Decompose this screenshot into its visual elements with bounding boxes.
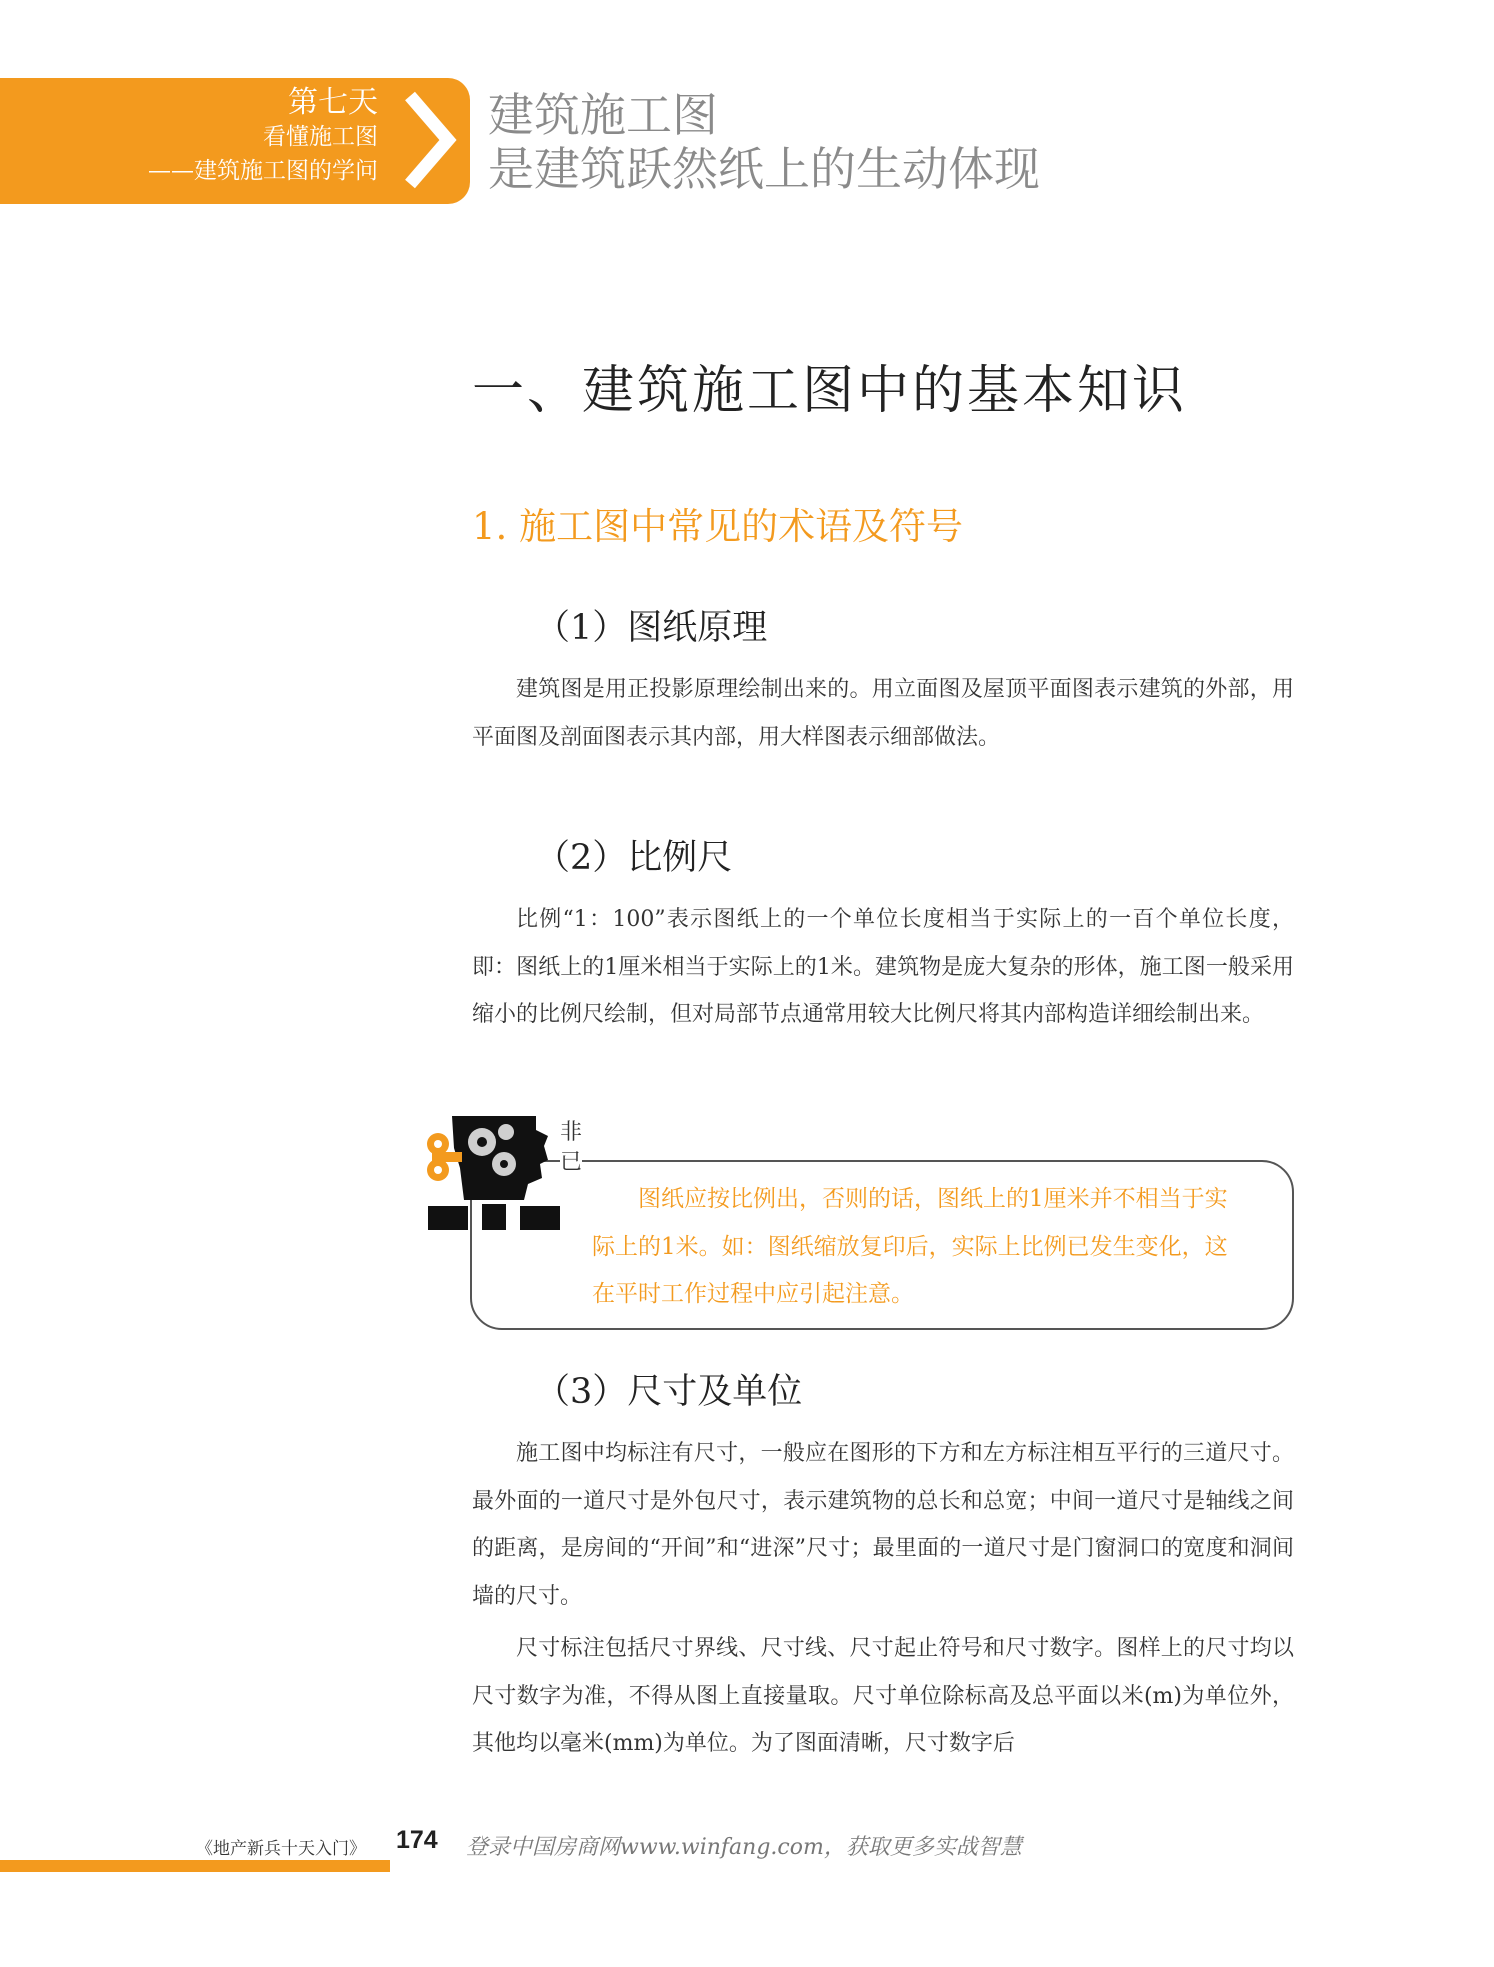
footer [0,1824,1100,1884]
mascot-tag: 非已 [560,1118,582,1178]
chapter-tab [0,78,470,204]
chapter-label [148,86,378,188]
chapter-subtitle-2: ——建筑施工图的学问 [148,158,378,184]
header-title [488,88,1040,196]
chapter-day: 第七天 [288,85,378,120]
sub-section-title: 1. 施工图中常见的术语及符号 [472,505,964,548]
item-title-drawing-principle: （1）图纸原理 [535,608,768,648]
header-title-line-1: 建筑施工图 [488,88,718,142]
header-title-line-2: 是建筑跃然纸上的生动体现 [488,142,1040,196]
chevron-right-icon [398,90,458,190]
paragraph: 施工图中均标注有尺寸，一般应在图形的下方和左方标注相互平行的三道尺寸。最外面的一道尺寸是外包尺寸，表示建筑物的总长和总宽；中间一道尺寸是轴线之间的距离，是房间的“开间”和“进深”尺寸；最里面的一道尺寸是门窗洞口的宽度和洞间墙的尺寸。 [472,1441,1294,1609]
thinking-man-icon [424,1108,574,1232]
footer-book-title: 《地产新兵十天入门》 [196,1839,366,1859]
item-title-dimensions: （3）尺寸及单位 [535,1372,803,1412]
note-box [470,1160,1294,1330]
section-title: 一、建筑施工图中的基本知识 [472,361,1188,421]
paragraph: 比例“1：100”表示图纸上的一个单位长度相当于实际上的一百个单位长度，即：图纸上的1厘米相当于实际上的1米。建筑物是庞大复杂的形体，施工图一般采用缩小的比例尺绘制，但对局部节点通常用较大比例尺将其内部构造详细绘制出来。 [472,907,1294,1027]
footer-slogan: 登录中国房商网www.winfang.com，获取更多实战智慧 [466,1835,1022,1860]
chapter-subtitle: 看懂施工图 [263,124,378,150]
note-text: 图纸应按比例出，否则的话，图纸上的1厘米并不相当于实际上的1米。如：图纸缩放复印后，实际上比例已发生变化，这在平时工作过程中应引起注意。 [592,1186,1228,1307]
item-title-scale: （2）比例尺 [535,838,733,878]
page-number: 174 [396,1826,438,1854]
paragraph: 尺寸标注包括尺寸界线、尺寸线、尺寸起止符号和尺寸数字。图样上的尺寸均以尺寸数字为准，不得从图上直接量取。尺寸单位除标高及总平面以米(m)为单位外，其他均以毫米(mm)为单位。为了图面清晰，尺寸数字后 [472,1636,1294,1756]
footer-accent-bar [0,1860,390,1872]
paragraph: 建筑图是用正投影原理绘制出来的。用立面图及屋顶平面图表示建筑的外部，用平面图及剖面图表示其内部，用大样图表示细部做法。 [472,677,1294,750]
